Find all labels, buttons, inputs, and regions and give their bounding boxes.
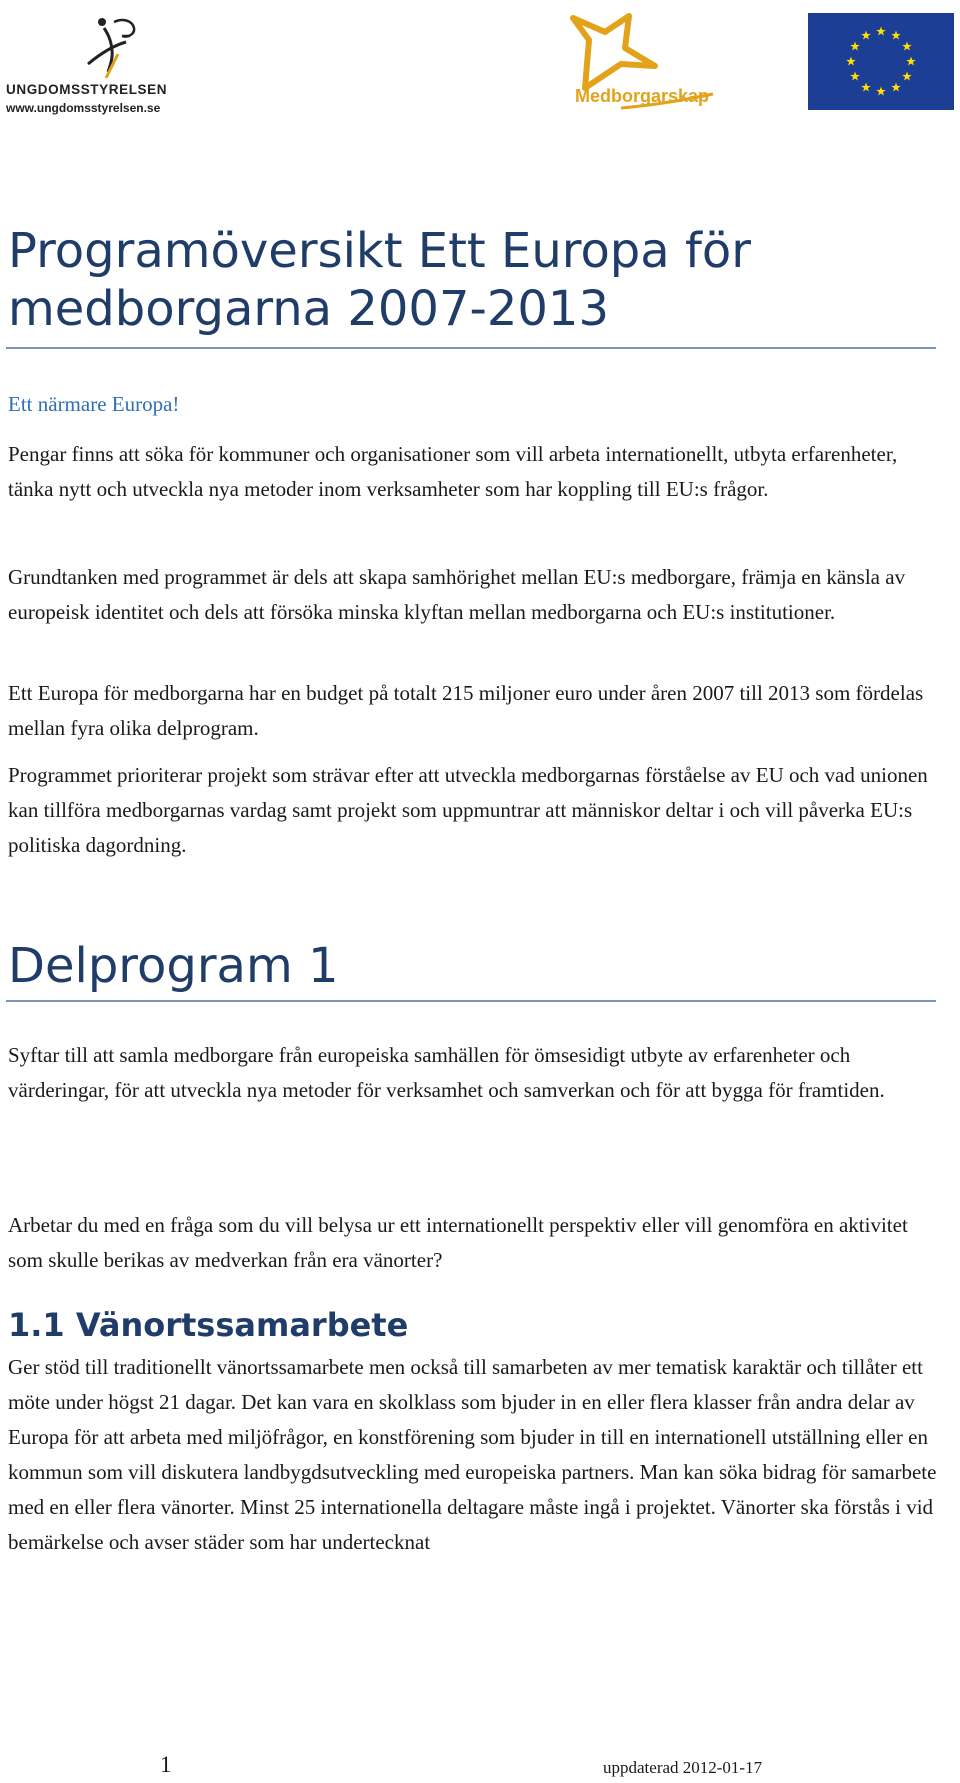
eu-star-icon [906, 57, 916, 66]
eu-star-icon [861, 31, 871, 40]
ungdomsstyrelsen-logo [6, 10, 206, 114]
updated-date: uppdaterad 2012-01-17 [603, 1758, 763, 1777]
eu-star-icon [846, 57, 856, 66]
section-divider [6, 1000, 936, 1002]
header-logos [0, 0, 960, 120]
medborgarskap-label: Medborgarskap [575, 86, 710, 106]
eu-stars-icon [808, 13, 954, 110]
title-divider [6, 347, 936, 349]
eu-star-icon [891, 31, 901, 40]
subsection-heading: 1.1 Vänortssamarbete [8, 1306, 409, 1344]
section-paragraph-2: Arbetar du med en fråga som du vill belysa ur ett internationellt perspektiv eller vill genomföra en aktivitet som skulle berikas av medverkan från era vänorter? [8, 1213, 908, 1272]
eu-star-icon [876, 27, 886, 36]
eu-star-icon [902, 72, 912, 81]
intro-paragraph-3: Ett Europa för medborgarna har en budget på totalt 215 miljoner euro under åren 2007 till 2013 som fördelas mellan fyra olika delprogram. [8, 681, 924, 740]
medborgarskap-logo [525, 10, 725, 114]
eu-star-icon [891, 82, 901, 91]
section-paragraph-1: Syftar till att samla medborgare från europeiska samhällen för ömsesidigt utbyte av erfarenheter och värderingar, för att utveckla nya metoder för verksamhet och samverkan och för att bygga för framtiden. [8, 1043, 885, 1102]
section-heading: Delprogram 1 [8, 938, 339, 994]
page-title: Programöversikt Ett Europa för medborgarna 2007-2013 [8, 223, 751, 337]
eu-star-icon [902, 42, 912, 51]
subsection-paragraph: Ger stöd till traditionellt vänortssamarbete men också till samarbeten av mer tematisk karaktär och tillåter ett möte under högst 21 dagar. Det kan vara en skolklass som bjuder in en eller flera klasser från andra delar av Europa för att arbeta med miljöfrågor, en konstförening som bjuder in till en internationell utställning eller en kommun som vill diskutera landbygdsutveckling med europeiska partners. Man kan söka bidrag för samarbete med en eller flera vänorter. Minst 25 internationella deltagare måste ingå i projektet. Vänorter ska förstås i vid bemärkelse och avser städer som har undertecknat [8, 1355, 937, 1554]
eu-star-icon [861, 82, 871, 91]
eu-star-icon [850, 42, 860, 51]
page-number: 1 [160, 1752, 172, 1777]
ungdomsstyrelsen-name: UNGDOMSSTYRELSEN [6, 82, 168, 97]
ungdomsstyrelsen-emblem-icon [78, 10, 150, 82]
intro-subheading: Ett närmare Europa! [8, 392, 180, 416]
eu-star-icon [850, 72, 860, 81]
ungdomsstyrelsen-url: www.ungdomsstyrelsen.se [6, 101, 161, 115]
eu-flag-logo [808, 13, 954, 110]
intro-paragraph-4: Programmet prioriterar projekt som strävar efter att utveckla medborgarnas förståelse av EU och vad unionen kan tillföra medborgarnas vardag samt projekt som uppmuntrar att människor deltar i och vill påverka EU:s politiska dagordning. [8, 763, 928, 857]
eu-star-icon [876, 87, 886, 96]
intro-paragraph-2: Grundtanken med programmet är dels att skapa samhörighet mellan EU:s medborgare, främja en känsla av europeisk identitet och dels att försöka minska klyftan mellan medborgarna och EU:s institutioner. [8, 565, 906, 624]
intro-paragraph-1: Pengar finns att söka för kommuner och organisationer som vill arbeta internationellt, utbyta erfarenheter, tänka nytt och utveckla nya metoder inom verksamheter som har koppling till EU:s frågor. [8, 442, 898, 501]
